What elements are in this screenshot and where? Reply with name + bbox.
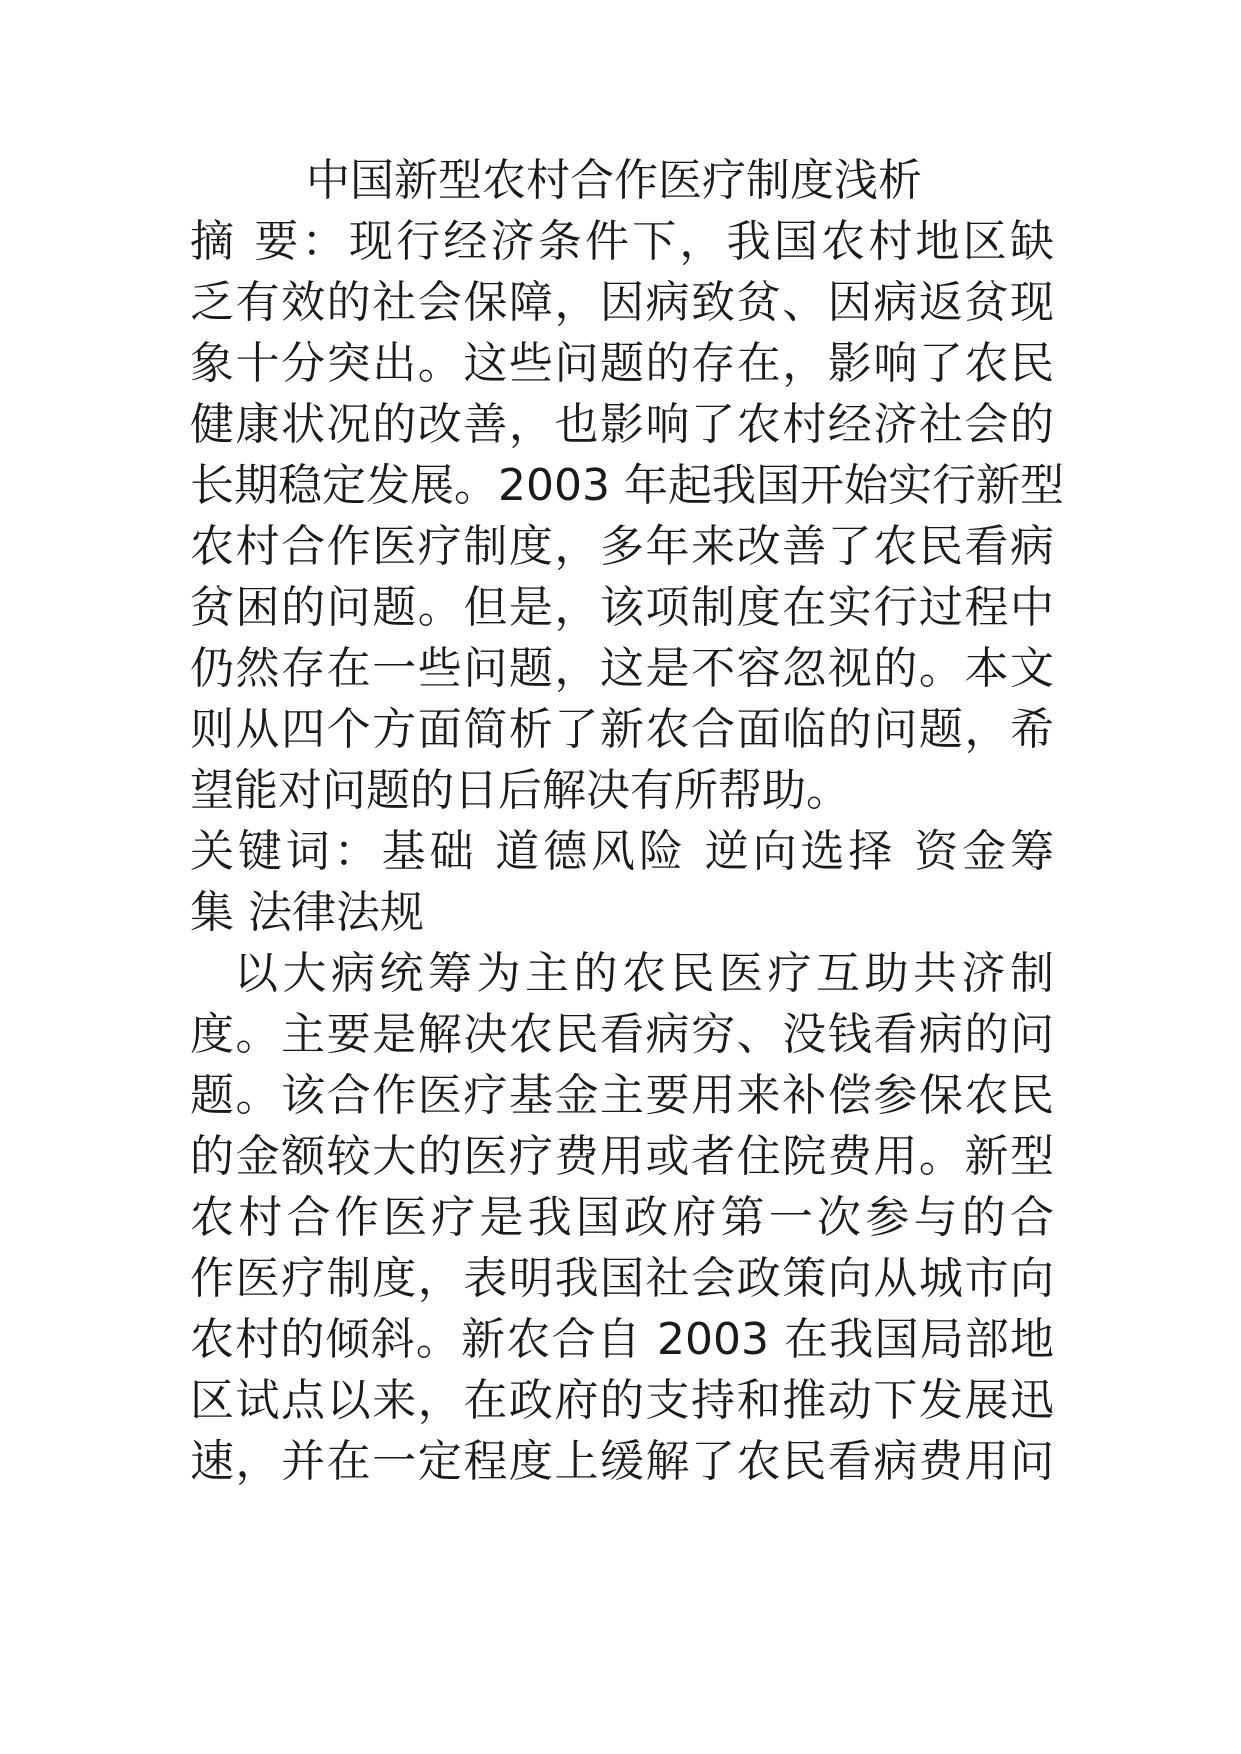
abstract-line: 望能对问题的日后解决有所帮助。 [190, 765, 850, 816]
body-line: 作医疗制度，表明我国社会政策向从城市向 [190, 1253, 1054, 1304]
abstract-line: 健康状况的改善，也影响了农村经济社会的 [190, 399, 1054, 450]
abstract-line: 象十分突出。这些问题的存在，影响了农民 [190, 338, 1054, 389]
abstract-line: 摘 要：现行经济条件下，我国农村地区缺 [190, 216, 1054, 267]
abstract-line: 农村合作医疗制度，多年来改善了农民看病 [190, 521, 1054, 572]
body-line: 题。该合作医疗基金主要用来补偿参保农民 [190, 1070, 1054, 1121]
document-title: 中国新型农村合作医疗制度浅析 [306, 155, 922, 206]
keywords-line: 关键词：基础 道德风险 逆向选择 资金筹 [190, 826, 1054, 877]
keywords-line: 集 法律法规 [190, 887, 424, 938]
abstract-line: 仍然存在一些问题，这是不容忽视的。本文 [190, 643, 1054, 694]
body-line: 的金额较大的医疗费用或者住院费用。新型 [190, 1131, 1054, 1182]
body-line: 速，并在一定程度上缓解了农民看病费用问 [190, 1436, 1054, 1487]
abstract-line: 贫困的问题。但是，该项制度在实行过程中 [190, 582, 1054, 633]
body-line: 农村合作医疗是我国政府第一次参与的合 [190, 1192, 1054, 1243]
body-line: 农村的倾斜。新农合自 2003 在我国局部地 [190, 1314, 1054, 1365]
abstract-line: 乏有效的社会保障，因病致贫、因病返贫现 [190, 277, 1054, 328]
abstract-line: 则从四个方面简析了新农合面临的问题，希 [190, 704, 1054, 755]
body-line: 度。主要是解决农民看病穷、没钱看病的问 [190, 1009, 1054, 1060]
abstract-line: 长期稳定发展。2003 年起我国开始实行新型 [190, 460, 1064, 511]
body-line: 以大病统筹为主的农民医疗互助共济制 [234, 948, 1054, 999]
body-line: 区试点以来，在政府的支持和推动下发展迅 [190, 1375, 1054, 1426]
document-text [190, 150, 1064, 1492]
